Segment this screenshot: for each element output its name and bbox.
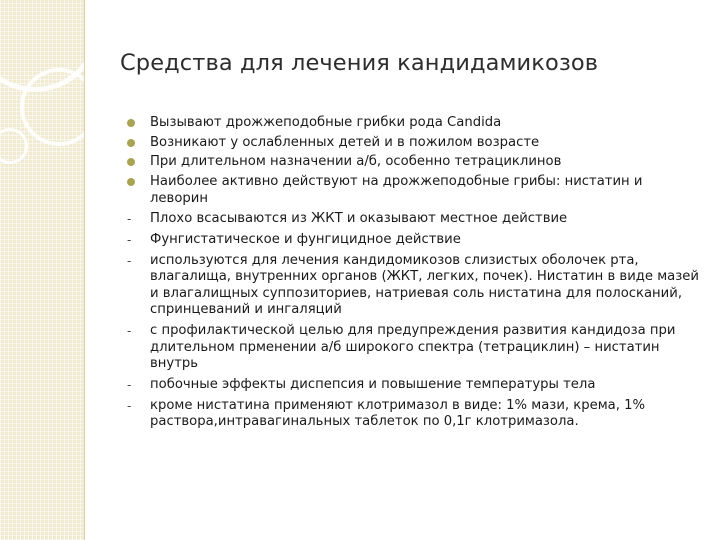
bullet-item [127,174,702,207]
dash-item [127,253,702,319]
decorative-side-strip [0,0,84,540]
bullet-item [127,154,702,171]
dash-text: Плохо всасываются из ЖКТ и оказывают местное действие [150,211,568,227]
dash-marker: - [127,212,132,227]
dash-item [127,232,702,249]
content-list [127,115,702,431]
bullet-text: Возникают у ослабленных детей и в пожилом возрасте [150,134,540,150]
bullet-dot-icon [127,178,135,186]
dash-item [127,398,702,431]
bullet-text: При длительном назначении а/б, особенно тетрациклинов [150,154,562,170]
dash-text: побочные эффекты диспепсия и повышение температуры тела [150,377,596,393]
dash-marker: - [127,324,132,339]
decorative-ring [0,128,28,164]
dash-marker: - [127,398,132,413]
bullet-text: Вызывают дрожжеподобные грибки рода Candida [150,115,502,130]
bullet-dot-icon [127,119,135,127]
dash-text: используются для лечения кандидомикозов слизистых оболочек рта, влагалища, внутренних органов (ЖКТ, легких, почек). Нистатин в виде мазей и влагалищных суппозиториев, натриевая соль нистатина для полосканий, спринцеваний и ингаляций [150,252,699,318]
dash-marker: - [127,253,132,268]
dash-text: с профилактической целью для предупреждения развития кандидоза при длительном прменении а/б широкого спектра (тетрациклин) – нистатин внутрь [150,323,676,372]
bullet-dot-icon [127,158,135,166]
dash-item [127,211,702,228]
dash-marker: - [127,378,132,393]
bullet-text: Наиболее активно действуют на дрожжеподобные грибы: нистатин и леворин [150,174,643,206]
dash-item [127,323,702,373]
decorative-ring [20,68,84,146]
dash-text: Фунгистатическое и фунгицидное действие [150,232,461,248]
side-strip-border [84,0,85,540]
dash-text: кроме нистатина применяют клотримазол в виде: 1% мази, крема, 1% раствора,интравагинальных таблеток по 0,1г клотримазола. [150,397,646,430]
bullet-item [127,135,702,152]
dash-item [127,377,702,394]
bullet-dot-icon [127,139,135,147]
bullet-item [127,115,702,132]
slide-title: Средства для лечения кандидамикозов [120,50,599,76]
dash-marker: - [127,233,132,248]
